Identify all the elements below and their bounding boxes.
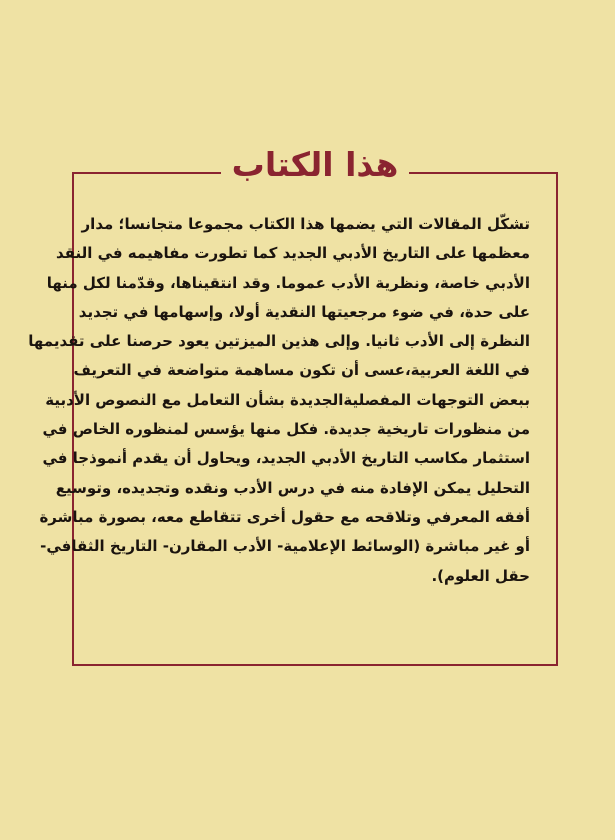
text-line: من منظورات تاريخية جديدة. فكل منها يؤسس لمنظوره الخاص في [42, 420, 530, 439]
text-line: أفقه المعرفي وتلاقحه مع حقول أخرى تتقاطع معه، بصورة مباشرة [39, 507, 530, 526]
text-line: معظمها على التاريخ الأدبي الجديد كما تطورت مفاهيمه في النقد [56, 244, 530, 263]
text-line: على حدة، في ضوء مرجعيتها النقدية أولا، وإسهامها في تجديد [78, 302, 530, 321]
text-line: تشكّل المقالات التي يضمها هذا الكتاب مجموعا متجانسا؛ مدار [81, 215, 530, 233]
book-heading: هذا الكتاب [221, 140, 409, 188]
text-line: في اللغة العربية،عسى أن تكون مساهمة متواضعة في التعريف [73, 361, 530, 380]
text-line: التحليل يمكن الإفادة منه في درس الأدب ونقده وتجديده، وتوسيع [55, 478, 530, 497]
text-line: الأدبي خاصة، ونظرية الأدب عموما. وقد انتقيناها، وقدّمنا لكل منها [46, 273, 530, 292]
book-description [28, 210, 530, 640]
text-line: حقل العلوم). [431, 566, 530, 585]
text-line: أو غير مباشرة (الوسائط الإعلامية- الأدب المقارن- التاريخ الثقافي- [40, 537, 530, 556]
text-line: ببعض التوجهات المفصليةالجديدة بشأن التعامل مع النصوص الأدبية [45, 390, 530, 409]
text-line: استثمار مكاسب التاريخ الأدبي الجديد، ويحاول أن يقدم أنموذجا في [42, 449, 530, 468]
text-line: النظرة إلى الأدب ثانيا. وإلى هذين الميزتين يعود حرصنا على تقديمها [28, 332, 530, 351]
